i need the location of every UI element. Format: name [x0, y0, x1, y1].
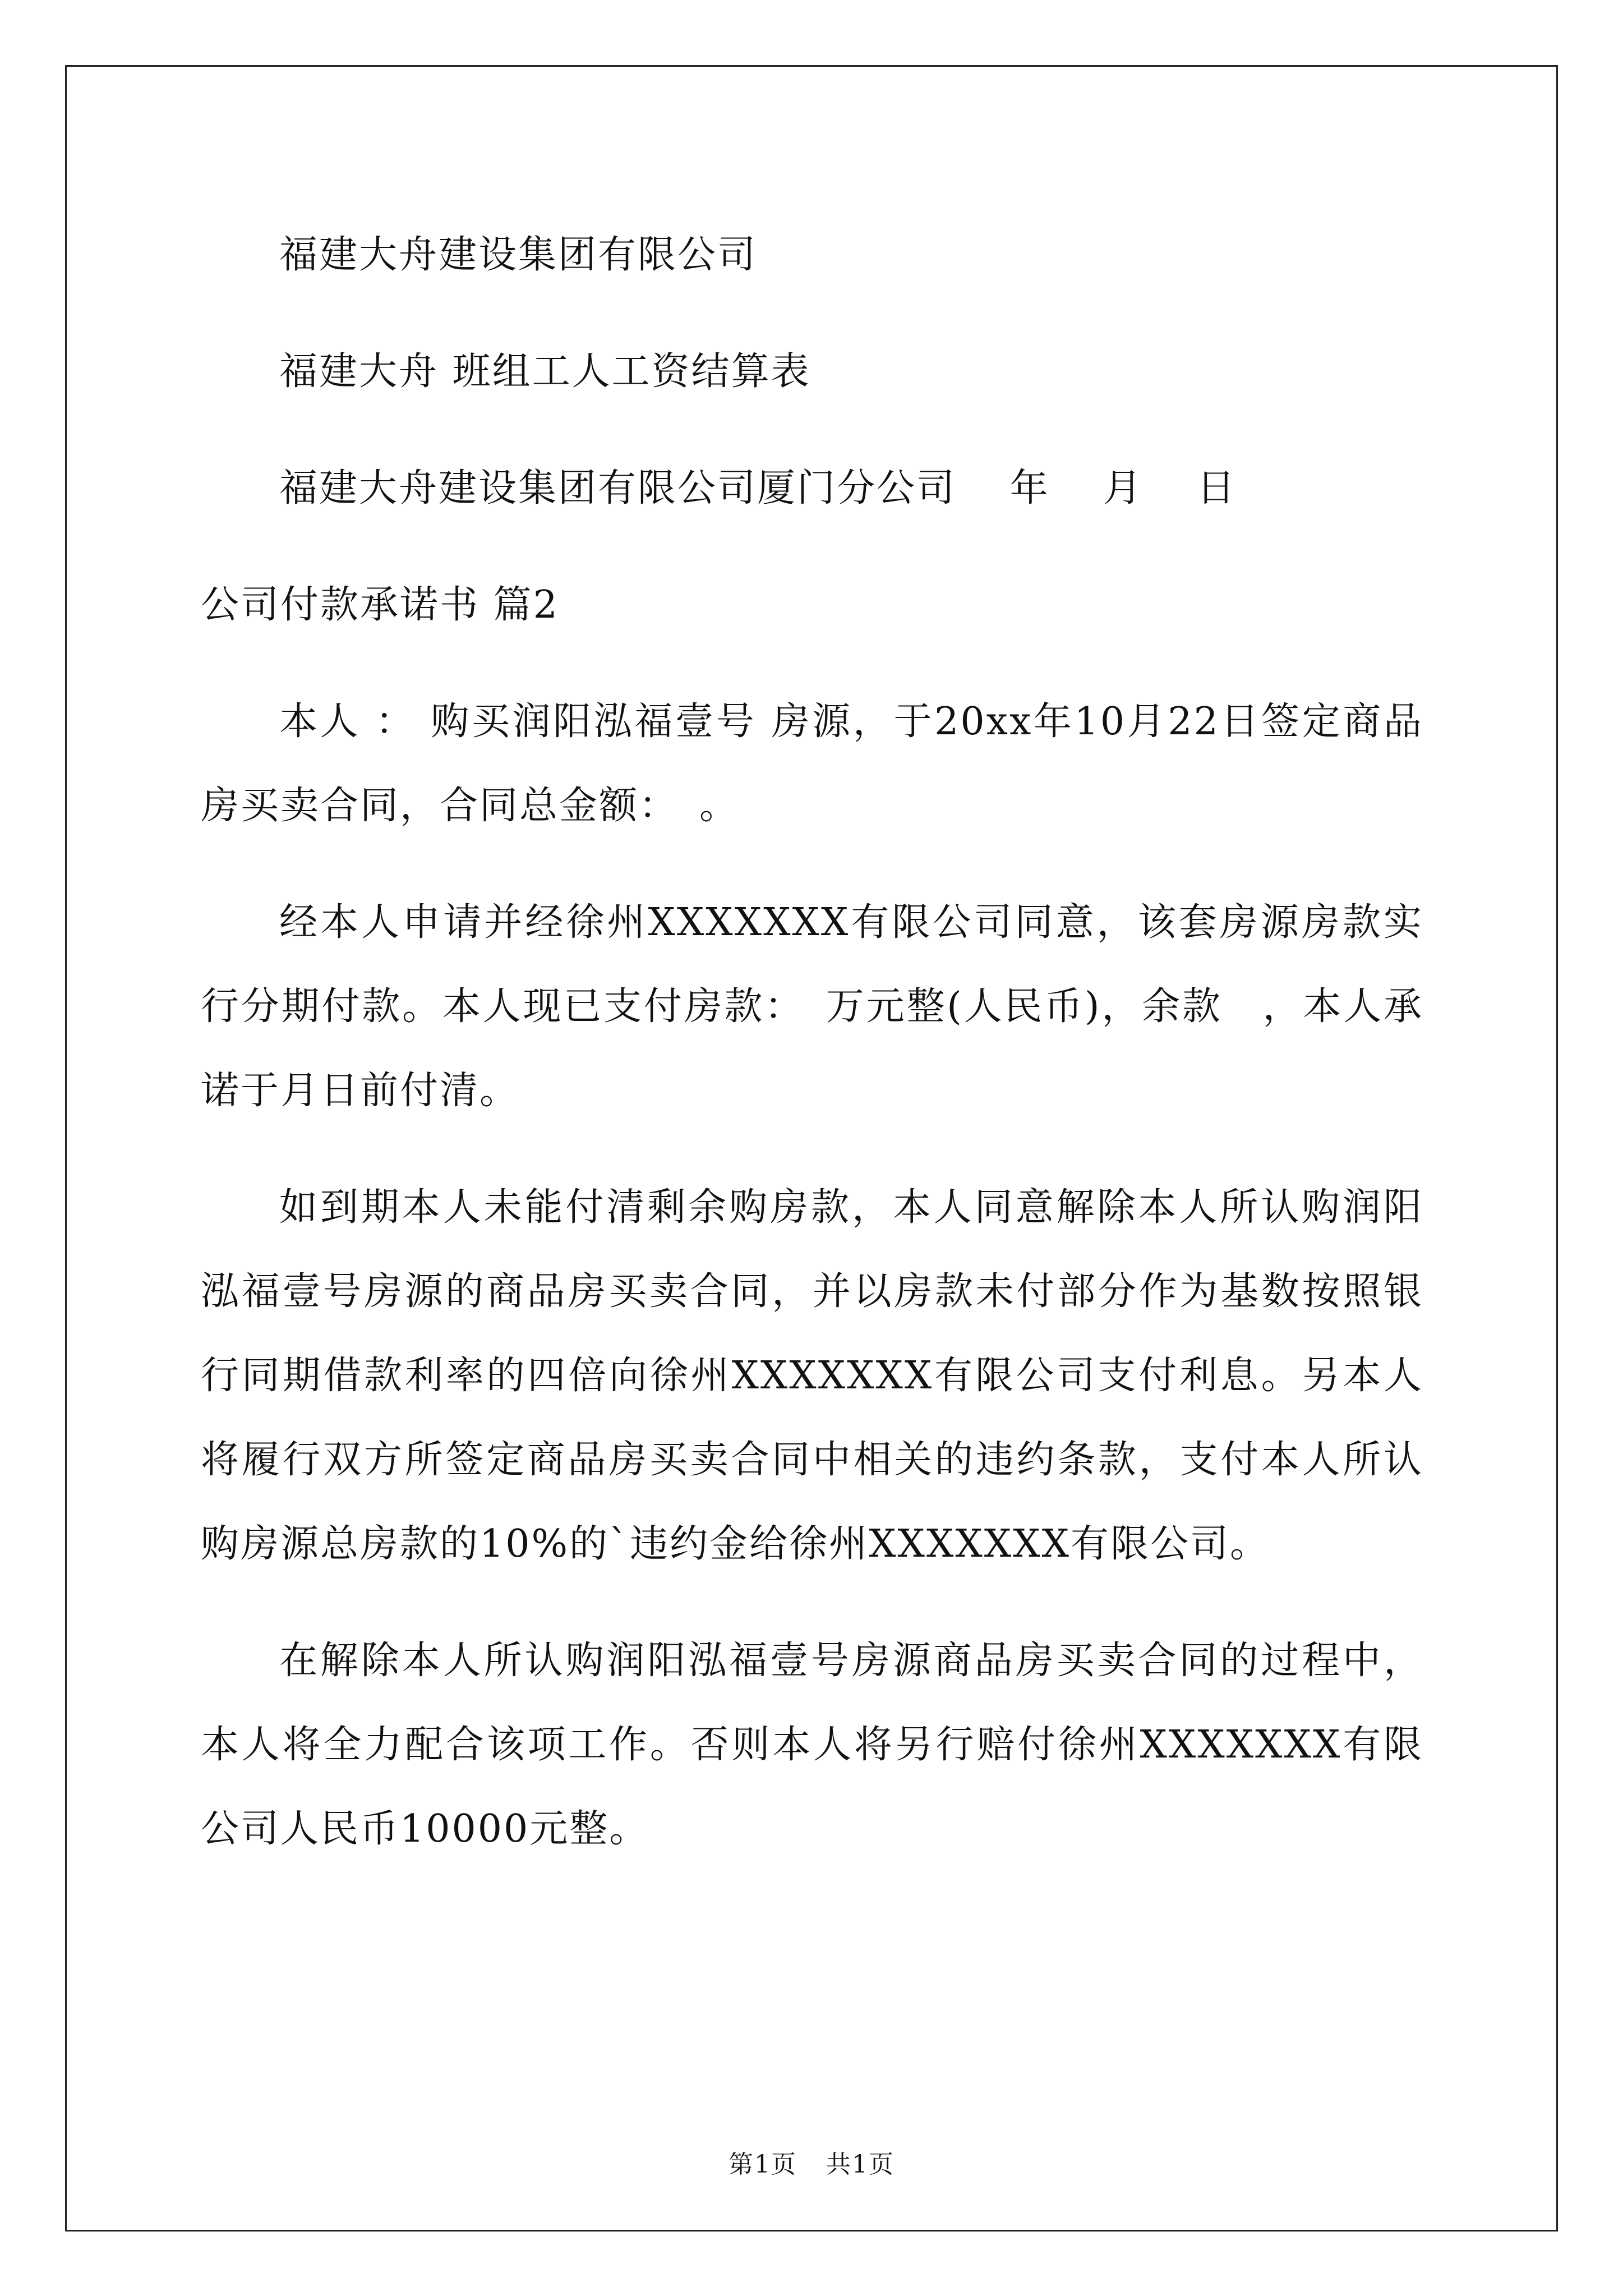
page-footer — [0, 2144, 1623, 2180]
page-number: 第1页 — [728, 2150, 797, 2179]
settlement-table-title-line: 福建大舟 班组工人工资结算表 — [279, 349, 811, 394]
paragraph-cooperation: 在解除本人所认购润阳泓福壹号房源商品房买卖合同的过程中，本人将全力配合该项工作。否则本人将另行赔付徐州XXXXXXX有限公司人民币10000元整。 — [201, 1639, 1423, 1851]
paragraph-purchase: 本人 ： 购买润阳泓福壹号 房源，于20xx年10月22日签定商品房买卖合同，合同总金额： 。 — [201, 700, 1423, 828]
document-body — [201, 213, 1423, 1904]
paragraph-installment: 经本人申请并经徐州XXXXXXX有限公司同意，该套房源房款实行分期付款。本人现已支付房款： 万元整(人民币)，余款 ，本人承诺于月日前付清。 — [201, 900, 1423, 1113]
paragraph-default-terms: 如到期本人未能付清剩余购房款，本人同意解除本人所认购润阳泓福壹号房源的商品房买卖合同，并以房款未付部分作为基数按照银行同期借款利率的四倍向徐州XXXXXXX有限公司支付利息。另本人将履行双方所签定商品房买卖合同中相关的违约条款，支付本人所认购房源总房款的10%的`违约金给徐州XXXXXXX有限公司。 — [201, 1185, 1423, 1566]
company-name-line: 福建大舟建设集团有限公司 — [279, 233, 758, 277]
branch-date-line: 福建大舟建设集团有限公司厦门分公司 年 月 日 — [279, 466, 1237, 510]
page-total: 共1页 — [826, 2150, 895, 2179]
section-title: 公司付款承诺书 篇2 — [201, 583, 559, 627]
